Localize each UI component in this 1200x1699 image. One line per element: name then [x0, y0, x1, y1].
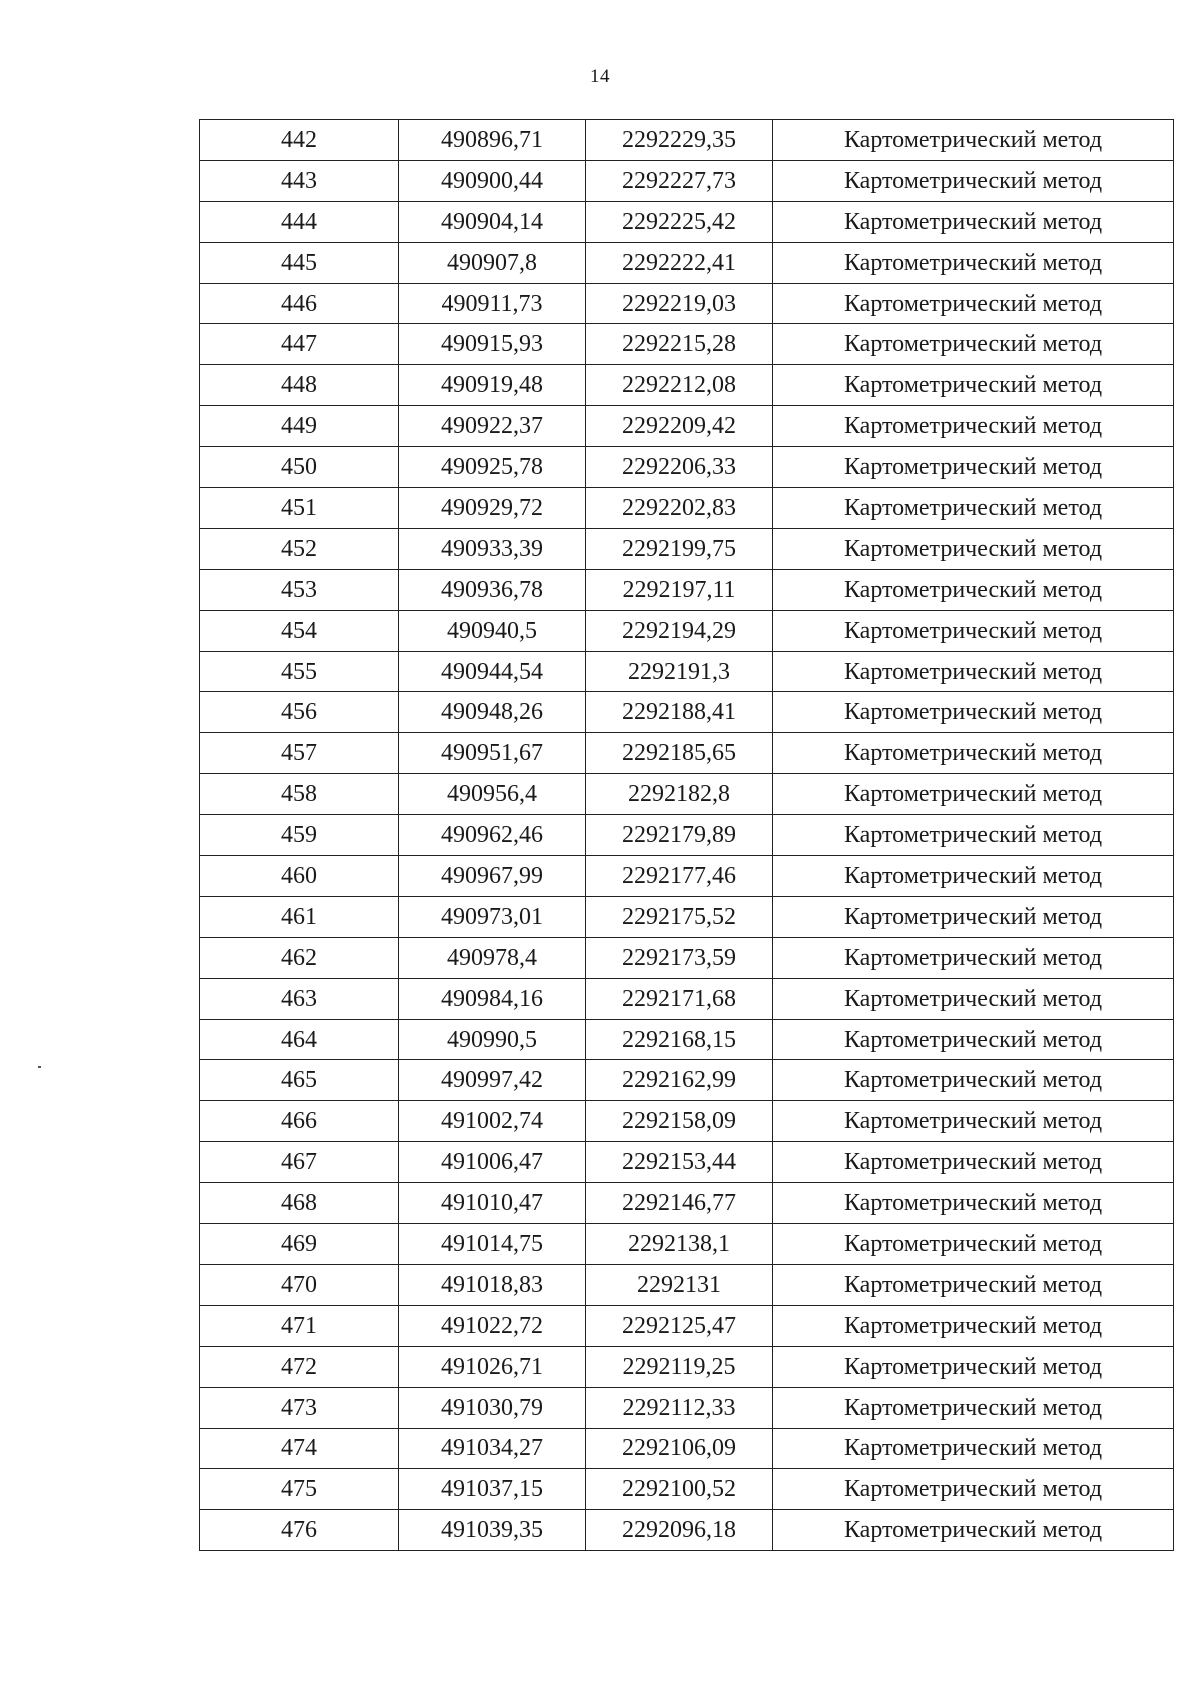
y-coordinate-cell: 2292229,35 — [586, 120, 773, 161]
point-number-cell: 448 — [200, 365, 399, 406]
method-cell: Картометрический метод — [773, 1510, 1174, 1551]
method-cell: Картометрический метод — [773, 324, 1174, 365]
point-number-cell: 469 — [200, 1224, 399, 1265]
point-number-cell: 461 — [200, 896, 399, 937]
method-cell: Картометрический метод — [773, 1305, 1174, 1346]
x-coordinate-cell: 490919,48 — [399, 365, 586, 406]
point-number-cell: 445 — [200, 242, 399, 283]
x-coordinate-cell: 490925,78 — [399, 447, 586, 488]
x-coordinate-cell: 490967,99 — [399, 856, 586, 897]
x-coordinate-cell: 490907,8 — [399, 242, 586, 283]
table-row — [200, 651, 1174, 692]
point-number-cell: 455 — [200, 651, 399, 692]
table-row — [200, 1224, 1174, 1265]
y-coordinate-cell: 2292206,33 — [586, 447, 773, 488]
y-coordinate-cell: 2292131 — [586, 1264, 773, 1305]
y-coordinate-cell: 2292168,15 — [586, 1019, 773, 1060]
point-number-cell: 463 — [200, 978, 399, 1019]
method-cell: Картометрический метод — [773, 160, 1174, 201]
x-coordinate-cell: 491037,15 — [399, 1469, 586, 1510]
method-cell: Картометрический метод — [773, 365, 1174, 406]
x-coordinate-cell: 490978,4 — [399, 937, 586, 978]
point-number-cell: 456 — [200, 692, 399, 733]
table-row — [200, 733, 1174, 774]
y-coordinate-cell: 2292194,29 — [586, 610, 773, 651]
x-coordinate-cell: 490940,5 — [399, 610, 586, 651]
method-cell: Картометрический метод — [773, 937, 1174, 978]
y-coordinate-cell: 2292182,8 — [586, 774, 773, 815]
point-number-cell: 465 — [200, 1060, 399, 1101]
table-row — [200, 1305, 1174, 1346]
table-row — [200, 1428, 1174, 1469]
x-coordinate-cell: 490997,42 — [399, 1060, 586, 1101]
table-row — [200, 1346, 1174, 1387]
x-coordinate-cell: 490990,5 — [399, 1019, 586, 1060]
table-row — [200, 242, 1174, 283]
point-number-cell: 476 — [200, 1510, 399, 1551]
point-number-cell: 468 — [200, 1183, 399, 1224]
method-cell: Картометрический метод — [773, 1264, 1174, 1305]
table-row — [200, 406, 1174, 447]
coordinates-table-body — [200, 120, 1174, 1551]
method-cell: Картометрический метод — [773, 283, 1174, 324]
table-row — [200, 569, 1174, 610]
y-coordinate-cell: 2292197,11 — [586, 569, 773, 610]
table-row — [200, 937, 1174, 978]
point-number-cell: 451 — [200, 488, 399, 529]
point-number-cell: 446 — [200, 283, 399, 324]
y-coordinate-cell: 2292215,28 — [586, 324, 773, 365]
method-cell: Картометрический метод — [773, 610, 1174, 651]
x-coordinate-cell: 491022,72 — [399, 1305, 586, 1346]
table-row — [200, 1060, 1174, 1101]
x-coordinate-cell: 490936,78 — [399, 569, 586, 610]
y-coordinate-cell: 2292175,52 — [586, 896, 773, 937]
point-number-cell: 459 — [200, 815, 399, 856]
y-coordinate-cell: 2292188,41 — [586, 692, 773, 733]
point-number-cell: 462 — [200, 937, 399, 978]
point-number-cell: 475 — [200, 1469, 399, 1510]
x-coordinate-cell: 490911,73 — [399, 283, 586, 324]
x-coordinate-cell: 490984,16 — [399, 978, 586, 1019]
x-coordinate-cell: 490944,54 — [399, 651, 586, 692]
y-coordinate-cell: 2292227,73 — [586, 160, 773, 201]
y-coordinate-cell: 2292146,77 — [586, 1183, 773, 1224]
x-coordinate-cell: 490951,67 — [399, 733, 586, 774]
point-number-cell: 442 — [200, 120, 399, 161]
y-coordinate-cell: 2292112,33 — [586, 1387, 773, 1428]
y-coordinate-cell: 2292225,42 — [586, 201, 773, 242]
x-coordinate-cell: 491014,75 — [399, 1224, 586, 1265]
point-number-cell: 458 — [200, 774, 399, 815]
method-cell: Картометрический метод — [773, 733, 1174, 774]
x-coordinate-cell: 490904,14 — [399, 201, 586, 242]
point-number-cell: 464 — [200, 1019, 399, 1060]
method-cell: Картометрический метод — [773, 1019, 1174, 1060]
table-row — [200, 856, 1174, 897]
table-row — [200, 324, 1174, 365]
method-cell: Картометрический метод — [773, 1346, 1174, 1387]
x-coordinate-cell: 491026,71 — [399, 1346, 586, 1387]
point-number-cell: 467 — [200, 1142, 399, 1183]
y-coordinate-cell: 2292199,75 — [586, 528, 773, 569]
table-row — [200, 1183, 1174, 1224]
x-coordinate-cell: 491034,27 — [399, 1428, 586, 1469]
point-number-cell: 449 — [200, 406, 399, 447]
x-coordinate-cell: 490929,72 — [399, 488, 586, 529]
table-row — [200, 1510, 1174, 1551]
table-row — [200, 1264, 1174, 1305]
point-number-cell: 473 — [200, 1387, 399, 1428]
y-coordinate-cell: 2292100,52 — [586, 1469, 773, 1510]
method-cell: Картометрический метод — [773, 1060, 1174, 1101]
x-coordinate-cell: 491010,47 — [399, 1183, 586, 1224]
table-row — [200, 896, 1174, 937]
y-coordinate-cell: 2292171,68 — [586, 978, 773, 1019]
table-row — [200, 774, 1174, 815]
table-row — [200, 447, 1174, 488]
y-coordinate-cell: 2292222,41 — [586, 242, 773, 283]
x-coordinate-cell: 491006,47 — [399, 1142, 586, 1183]
point-number-cell: 452 — [200, 528, 399, 569]
method-cell: Картометрический метод — [773, 120, 1174, 161]
point-number-cell: 450 — [200, 447, 399, 488]
y-coordinate-cell: 2292158,09 — [586, 1101, 773, 1142]
y-coordinate-cell: 2292219,03 — [586, 283, 773, 324]
method-cell: Картометрический метод — [773, 1101, 1174, 1142]
y-coordinate-cell: 2292119,25 — [586, 1346, 773, 1387]
table-row — [200, 283, 1174, 324]
y-coordinate-cell: 2292212,08 — [586, 365, 773, 406]
point-number-cell: 472 — [200, 1346, 399, 1387]
y-coordinate-cell: 2292209,42 — [586, 406, 773, 447]
x-coordinate-cell: 490948,26 — [399, 692, 586, 733]
y-coordinate-cell: 2292173,59 — [586, 937, 773, 978]
method-cell: Картометрический метод — [773, 406, 1174, 447]
table-row — [200, 488, 1174, 529]
table-row — [200, 815, 1174, 856]
table-row — [200, 1019, 1174, 1060]
y-coordinate-cell: 2292096,18 — [586, 1510, 773, 1551]
coordinates-table — [199, 119, 1174, 1551]
y-coordinate-cell: 2292185,65 — [586, 733, 773, 774]
x-coordinate-cell: 491018,83 — [399, 1264, 586, 1305]
y-coordinate-cell: 2292191,3 — [586, 651, 773, 692]
x-coordinate-cell: 491039,35 — [399, 1510, 586, 1551]
method-cell: Картометрический метод — [773, 1469, 1174, 1510]
table-row — [200, 1387, 1174, 1428]
scan-speck — [38, 1066, 41, 1068]
method-cell: Картометрический метод — [773, 1142, 1174, 1183]
x-coordinate-cell: 490973,01 — [399, 896, 586, 937]
point-number-cell: 457 — [200, 733, 399, 774]
y-coordinate-cell: 2292125,47 — [586, 1305, 773, 1346]
y-coordinate-cell: 2292202,83 — [586, 488, 773, 529]
point-number-cell: 474 — [200, 1428, 399, 1469]
table-row — [200, 1142, 1174, 1183]
table-row — [200, 120, 1174, 161]
x-coordinate-cell: 490896,71 — [399, 120, 586, 161]
point-number-cell: 460 — [200, 856, 399, 897]
method-cell: Картометрический метод — [773, 815, 1174, 856]
table-row — [200, 610, 1174, 651]
method-cell: Картометрический метод — [773, 1224, 1174, 1265]
table-row — [200, 1469, 1174, 1510]
table-row — [200, 692, 1174, 733]
x-coordinate-cell: 490922,37 — [399, 406, 586, 447]
point-number-cell: 447 — [200, 324, 399, 365]
y-coordinate-cell: 2292138,1 — [586, 1224, 773, 1265]
x-coordinate-cell: 491002,74 — [399, 1101, 586, 1142]
x-coordinate-cell: 490933,39 — [399, 528, 586, 569]
method-cell: Картометрический метод — [773, 651, 1174, 692]
method-cell: Картометрический метод — [773, 242, 1174, 283]
method-cell: Картометрический метод — [773, 978, 1174, 1019]
table-row — [200, 365, 1174, 406]
table-row — [200, 201, 1174, 242]
method-cell: Картометрический метод — [773, 447, 1174, 488]
y-coordinate-cell: 2292179,89 — [586, 815, 773, 856]
method-cell: Картометрический метод — [773, 528, 1174, 569]
point-number-cell: 466 — [200, 1101, 399, 1142]
page-number: 14 — [590, 66, 610, 87]
method-cell: Картометрический метод — [773, 692, 1174, 733]
y-coordinate-cell: 2292177,46 — [586, 856, 773, 897]
y-coordinate-cell: 2292106,09 — [586, 1428, 773, 1469]
table-row — [200, 978, 1174, 1019]
method-cell: Картометрический метод — [773, 1183, 1174, 1224]
method-cell: Картометрический метод — [773, 488, 1174, 529]
x-coordinate-cell: 490962,46 — [399, 815, 586, 856]
method-cell: Картометрический метод — [773, 1387, 1174, 1428]
point-number-cell: 453 — [200, 569, 399, 610]
y-coordinate-cell: 2292162,99 — [586, 1060, 773, 1101]
x-coordinate-cell: 490900,44 — [399, 160, 586, 201]
point-number-cell: 454 — [200, 610, 399, 651]
point-number-cell: 470 — [200, 1264, 399, 1305]
point-number-cell: 443 — [200, 160, 399, 201]
method-cell: Картометрический метод — [773, 896, 1174, 937]
point-number-cell: 444 — [200, 201, 399, 242]
x-coordinate-cell: 490956,4 — [399, 774, 586, 815]
x-coordinate-cell: 491030,79 — [399, 1387, 586, 1428]
method-cell: Картометрический метод — [773, 1428, 1174, 1469]
method-cell: Картометрический метод — [773, 569, 1174, 610]
method-cell: Картометрический метод — [773, 774, 1174, 815]
point-number-cell: 471 — [200, 1305, 399, 1346]
method-cell: Картометрический метод — [773, 201, 1174, 242]
method-cell: Картометрический метод — [773, 856, 1174, 897]
table-row — [200, 160, 1174, 201]
table-row — [200, 528, 1174, 569]
x-coordinate-cell: 490915,93 — [399, 324, 586, 365]
table-row — [200, 1101, 1174, 1142]
y-coordinate-cell: 2292153,44 — [586, 1142, 773, 1183]
